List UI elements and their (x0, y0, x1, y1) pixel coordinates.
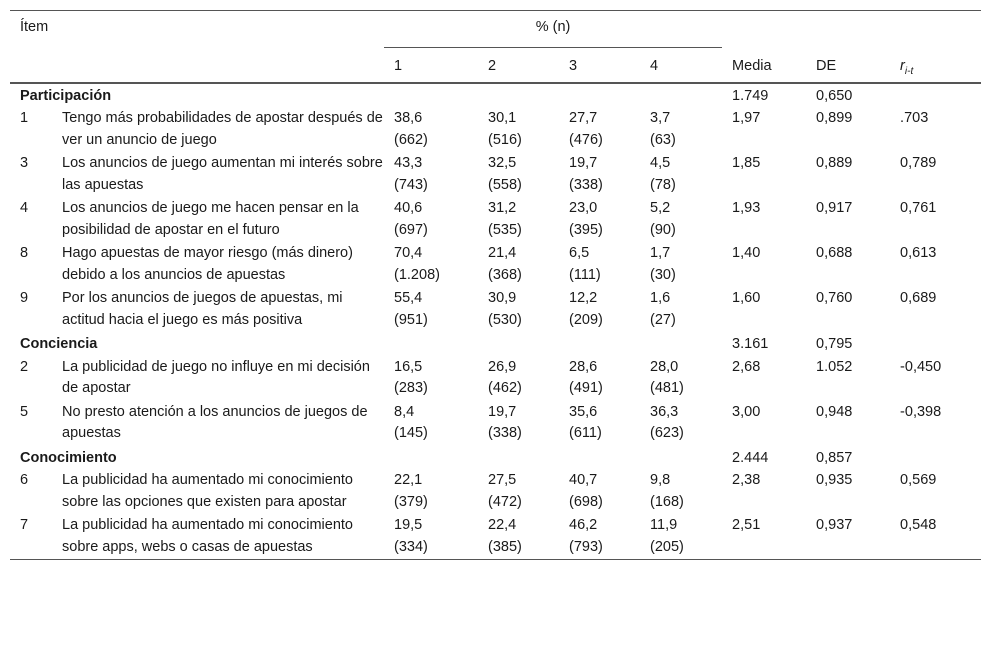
response-3-percent: 40,7 (569, 472, 598, 489)
item-media: 2,38 (732, 472, 761, 489)
response-4-count: (481) (650, 380, 684, 397)
response-2-percent: 22,4 (488, 517, 517, 534)
section-rit-empty (890, 332, 981, 356)
item-rit: 0,689 (900, 290, 937, 307)
item-rit: -0,398 (900, 403, 942, 420)
response-4-percent: 11,9 (650, 517, 678, 534)
response-1-percent: 43,3 (394, 155, 423, 172)
response-3 (559, 152, 640, 197)
section-rit-empty (890, 83, 981, 108)
section-header-row (10, 83, 981, 108)
response-1 (384, 514, 478, 560)
response-4-percent: 1,7 (650, 245, 671, 262)
col-2-header: 2 (478, 48, 559, 83)
response-1-count: (283) (394, 380, 428, 397)
rit-symbol: r (900, 57, 905, 74)
section-title: Conocimiento (20, 449, 117, 466)
media-header: Media (722, 48, 806, 83)
item-text: La publicidad ha aumentado mi conocimiento sobre apps, webs o casas de apuestas (62, 517, 353, 555)
response-3 (559, 514, 640, 560)
item-text: La publicidad ha aumentado mi conocimiento sobre las opciones que existen para apostar (62, 472, 353, 510)
item-rit: 0,548 (900, 517, 937, 534)
response-4-percent: 1,6 (650, 290, 671, 307)
item-rit: -0,450 (900, 358, 942, 375)
item-text: Tengo más probabilidades de apostar después de ver un anuncio de juego (62, 110, 383, 148)
item-rit: 0,569 (900, 472, 937, 489)
response-4 (640, 514, 722, 560)
response-2-count: (535) (488, 221, 522, 238)
response-1-percent: 22,1 (394, 472, 423, 489)
response-1-percent: 38,6 (394, 110, 423, 127)
response-3-percent: 23,0 (569, 200, 598, 217)
response-4-count: (90) (650, 221, 676, 238)
response-3-count: (793) (569, 538, 603, 555)
response-4 (640, 197, 722, 242)
percent-header: % (n) (535, 19, 571, 35)
response-1-percent: 40,6 (394, 200, 423, 217)
item-text: Por los anuncios de juegos de apuestas, mi actitud hacia el juego es más positiva (62, 290, 343, 328)
response-1-count: (743) (394, 176, 428, 193)
item-de: 0,899 (816, 110, 853, 127)
response-2 (478, 469, 559, 514)
item-media: 1,93 (732, 200, 761, 217)
response-4-count: (168) (650, 493, 684, 510)
response-2-percent: 27,5 (488, 472, 517, 489)
section-de: 0,857 (816, 449, 853, 466)
item-number: 5 (20, 403, 29, 420)
response-4 (640, 107, 722, 152)
response-1 (384, 197, 478, 242)
response-1 (384, 242, 478, 287)
response-3 (559, 356, 640, 401)
item-rit: 0,613 (900, 245, 937, 262)
item-de: 0,889 (816, 155, 853, 172)
response-2-count: (338) (488, 425, 522, 442)
response-4 (640, 356, 722, 401)
item-de: 0,937 (816, 517, 853, 534)
response-4-percent: 36,3 (650, 403, 679, 420)
response-2 (478, 514, 559, 560)
response-3-percent: 27,7 (569, 110, 598, 127)
section-media: 2.444 (732, 449, 769, 466)
response-1-count: (951) (394, 311, 428, 328)
response-2-percent: 26,9 (488, 358, 517, 375)
col-3-header: 3 (559, 48, 640, 83)
section-title: Conciencia (20, 336, 98, 353)
response-1-count: (145) (394, 425, 428, 442)
col-1-header: 1 (384, 48, 478, 83)
table-row (10, 514, 981, 560)
response-4 (640, 401, 722, 446)
response-1-percent: 55,4 (394, 290, 423, 307)
response-3-percent: 28,6 (569, 358, 598, 375)
response-3 (559, 242, 640, 287)
item-media: 1,97 (732, 110, 761, 127)
item-rit: 0,761 (900, 200, 937, 217)
item-de: 0,917 (816, 200, 853, 217)
response-3-percent: 46,2 (569, 517, 598, 534)
response-1-count: (697) (394, 221, 428, 238)
response-3-percent: 6,5 (569, 245, 590, 262)
table-row (10, 197, 981, 242)
item-number: 7 (20, 517, 29, 534)
response-4-percent: 9,8 (650, 472, 671, 489)
section-header-row (10, 446, 981, 470)
response-2-count: (462) (488, 380, 522, 397)
section-header-row (10, 332, 981, 356)
response-4-count: (27) (650, 311, 676, 328)
response-3-count: (476) (569, 131, 603, 148)
response-2-count: (530) (488, 311, 522, 328)
item-text: No presto atención a los anuncios de juegos de apuestas (62, 403, 368, 442)
response-4-count: (63) (650, 131, 676, 148)
response-1 (384, 152, 478, 197)
response-3-percent: 19,7 (569, 155, 598, 172)
response-1-percent: 70,4 (394, 245, 423, 262)
section-de: 0,795 (816, 336, 853, 353)
table-row (10, 107, 981, 152)
response-4 (640, 152, 722, 197)
response-3-count: (338) (569, 176, 603, 193)
response-2-percent: 19,7 (488, 403, 517, 420)
response-2-percent: 30,9 (488, 290, 517, 307)
item-media: 2,51 (732, 517, 761, 534)
item-rit: .703 (900, 110, 929, 127)
response-4 (640, 469, 722, 514)
response-1-count: (334) (394, 538, 428, 555)
table-row (10, 356, 981, 401)
item-number: 9 (20, 290, 29, 307)
item-de: 0,688 (816, 245, 853, 262)
item-media: 2,68 (732, 358, 761, 375)
response-1-count: (662) (394, 131, 428, 148)
response-3-count: (491) (569, 380, 603, 397)
item-de: 0,760 (816, 290, 853, 307)
response-1-percent: 8,4 (394, 403, 415, 420)
rit-header (890, 48, 981, 83)
table-row (10, 401, 981, 446)
item-text: Los anuncios de juego me hacen pensar en la posibilidad de apostar en el futuro (62, 200, 359, 238)
response-2 (478, 107, 559, 152)
item-text: La publicidad de juego no influye en mi decisión de apostar (62, 358, 370, 397)
item-media: 1,85 (732, 155, 761, 172)
response-3 (559, 401, 640, 446)
item-number: 8 (20, 245, 29, 262)
response-4-percent: 28,0 (650, 358, 679, 375)
response-1 (384, 401, 478, 446)
item-de: 0,948 (816, 403, 853, 420)
section-rit-empty (890, 446, 981, 470)
col-4-header: 4 (640, 48, 722, 83)
response-4-percent: 5,2 (650, 200, 671, 217)
item-text: Los anuncios de juego aumentan mi interés sobre las apuestas (62, 155, 383, 193)
response-2-percent: 21,4 (488, 245, 517, 262)
response-1-percent: 19,5 (394, 517, 423, 534)
response-2-percent: 32,5 (488, 155, 517, 172)
response-3-count: (611) (569, 425, 602, 442)
response-3-percent: 35,6 (569, 403, 598, 420)
section-media: 3.161 (732, 336, 769, 353)
item-number: 2 (20, 358, 29, 375)
response-2 (478, 356, 559, 401)
section-title: Participación (20, 87, 112, 104)
response-3-count: (395) (569, 221, 603, 238)
response-4-count: (623) (650, 425, 684, 442)
item-media: 3,00 (732, 403, 761, 420)
response-4 (640, 242, 722, 287)
table-row (10, 469, 981, 514)
item-text: Hago apuestas de mayor riesgo (más dinero) debido a los anuncios de apuestas (62, 245, 353, 283)
response-2-count: (472) (488, 493, 522, 510)
results-table (10, 10, 981, 560)
response-2-percent: 31,2 (488, 200, 517, 217)
item-media: 1,60 (732, 290, 761, 307)
response-3 (559, 287, 640, 332)
de-header: DE (806, 48, 890, 83)
item-number: 6 (20, 472, 29, 489)
response-2-count: (516) (488, 131, 522, 148)
rit-subscript: i-t (904, 65, 914, 77)
header-row-top (10, 11, 981, 48)
response-4-count: (205) (650, 538, 684, 555)
response-3 (559, 469, 640, 514)
item-number: 3 (20, 155, 29, 172)
response-4-count: (30) (650, 266, 676, 283)
response-2 (478, 401, 559, 446)
response-4 (640, 287, 722, 332)
response-1 (384, 107, 478, 152)
item-media: 1,40 (732, 245, 761, 262)
item-rit: 0,789 (900, 155, 937, 172)
item-header: Ítem (20, 19, 49, 35)
item-de: 1.052 (816, 358, 853, 375)
table-row (10, 287, 981, 332)
response-3 (559, 107, 640, 152)
response-2 (478, 197, 559, 242)
response-2-percent: 30,1 (488, 110, 517, 127)
item-de: 0,935 (816, 472, 853, 489)
response-2-count: (368) (488, 266, 522, 283)
response-1-count: (1.208) (394, 266, 440, 283)
response-1 (384, 469, 478, 514)
response-2-count: (385) (488, 538, 522, 555)
table-row (10, 242, 981, 287)
response-1 (384, 287, 478, 332)
response-3 (559, 197, 640, 242)
response-1-percent: 16,5 (394, 358, 423, 375)
response-4-percent: 3,7 (650, 110, 671, 127)
item-number: 1 (20, 110, 29, 127)
response-3-count: (209) (569, 311, 603, 328)
response-3-percent: 12,2 (569, 290, 598, 307)
table-row (10, 152, 981, 197)
response-3-count: (698) (569, 493, 603, 510)
header-row-bottom (10, 48, 981, 83)
response-2 (478, 242, 559, 287)
response-1 (384, 356, 478, 401)
response-2-count: (558) (488, 176, 522, 193)
response-3-count: (111) (569, 266, 601, 283)
response-2 (478, 152, 559, 197)
item-number: 4 (20, 200, 29, 217)
response-1-count: (379) (394, 493, 428, 510)
response-4-count: (78) (650, 176, 676, 193)
response-4-percent: 4,5 (650, 155, 671, 172)
response-2 (478, 287, 559, 332)
section-media: 1.749 (732, 87, 769, 104)
section-de: 0,650 (816, 87, 853, 104)
